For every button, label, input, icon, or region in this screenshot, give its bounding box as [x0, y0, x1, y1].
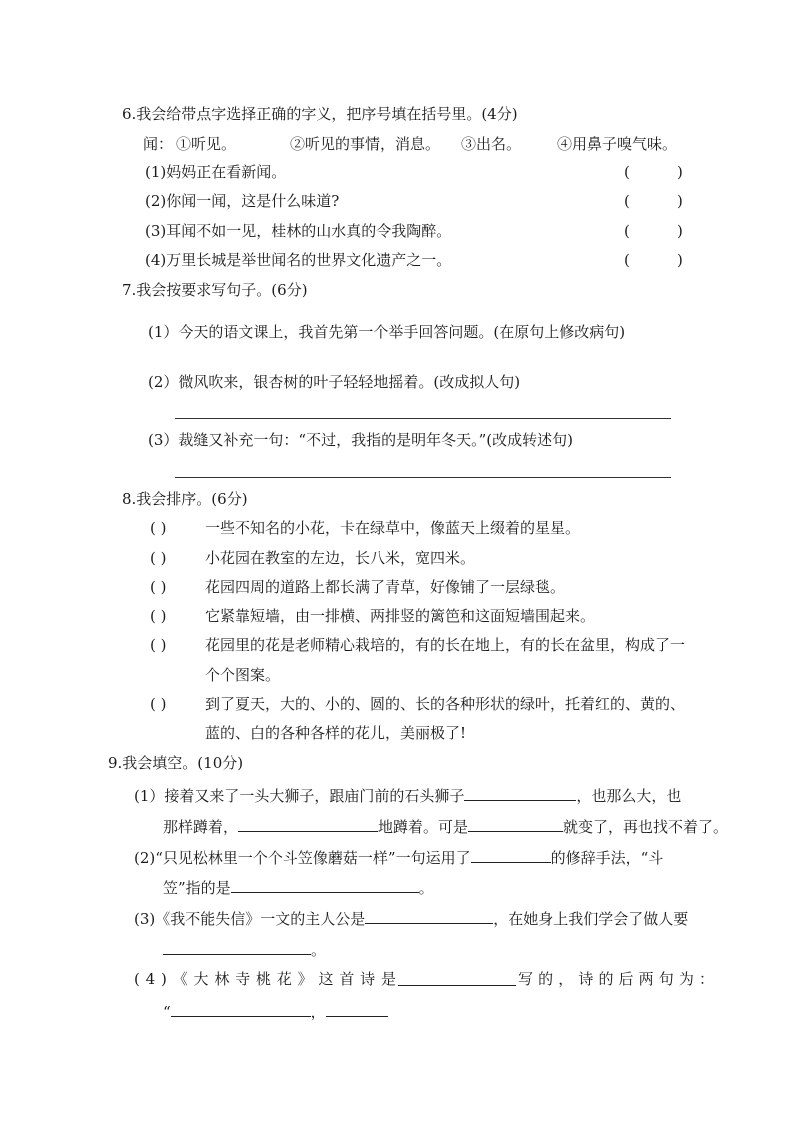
q9-2-text-c: 笠”指的是 — [163, 879, 231, 897]
q8-item-3: 花园四周的道路上都长满了青草，好像铺了一层绿毯。 — [205, 578, 566, 596]
q9-2-text-a: (2)“只见松林里一个个斗笠像蘑菇一样”一句运用了 — [134, 849, 471, 867]
q7-answer-line-2[interactable] — [175, 477, 671, 478]
q9-item-2-line-1 — [134, 846, 663, 868]
q6-answer-2-close: ) — [677, 192, 683, 210]
q6-item-4: (4)万里长城是举世闻名的世界文化遗产之一。 — [145, 251, 452, 269]
q9-4-ch: 的 — [538, 970, 554, 988]
q8-item-4: 它紧靠短墙，由一排横、两排竖的篱笆和这面短墙围起来。 — [205, 607, 596, 625]
q7-answer-line-1[interactable] — [175, 418, 671, 419]
q9-4-ch: 诗 — [578, 970, 594, 988]
q9-4-ch: 花 — [276, 970, 292, 988]
q9-item-1-line-2 — [163, 815, 728, 837]
q9-1-text-a: (1）接着又来了一头大狮子，跟庙门前的石头狮子 — [134, 787, 465, 805]
q9-4-ch: ： — [698, 970, 714, 988]
q9-4-ch: 两 — [638, 970, 654, 988]
q9-4-ch: 后 — [618, 970, 634, 988]
q9-4-open-quote: “ — [163, 1003, 171, 1021]
q9-4-blank-1[interactable] — [398, 985, 516, 986]
q6-answer-1-open: ( — [624, 163, 630, 181]
q6-answer-3-open: ( — [624, 222, 630, 240]
q9-4-ch: 写 — [518, 970, 534, 988]
q8-paren-6: ( ) — [150, 695, 167, 713]
q9-1-text-c: 那样蹲着， — [163, 818, 239, 836]
q9-2-blank-1[interactable] — [471, 846, 551, 863]
q9-4-blank-2[interactable] — [171, 1000, 311, 1017]
q9-4-ch: 林 — [214, 970, 230, 988]
q6-meaning-2: ②听见的事情，消息。 — [290, 135, 441, 153]
q9-3-text-c: 。 — [311, 941, 327, 959]
q6-meaning-1: ①听见。 — [176, 135, 237, 153]
q8-item-6: 到了夏天，大的、小的、圆的、长的各种形状的绿叶，托着红的、黄的、 — [205, 695, 686, 713]
q8-paren-1: ( ) — [150, 519, 167, 537]
q9-3-blank-1[interactable] — [365, 907, 493, 924]
q9-3-blank-2[interactable] — [163, 938, 311, 955]
q9-4-comma: ， — [310, 1003, 326, 1021]
q9-4-ch: 是 — [380, 970, 396, 988]
q9-1-text-d: 地蹲着。可是 — [378, 818, 469, 836]
q8-item-5-cont: 个个图案。 — [205, 666, 281, 684]
q7-item-3: (3）裁缝又补充一句：“不过，我指的是明年冬天。”(改成转述句) — [148, 431, 573, 449]
q9-4-ch: ( — [134, 970, 140, 988]
q9-2-text-d: 。 — [418, 879, 434, 897]
q9-1-text-e: 就变了，再也找不着了。 — [563, 818, 729, 836]
q8-paren-3: ( ) — [150, 578, 167, 596]
q9-title: 9.我会填空。(10分) — [108, 754, 244, 772]
q8-item-1: 一些不知名的小花，卡在绿草中，像蓝天上缀着的星星。 — [205, 519, 581, 537]
q9-4-ch: 的 — [598, 970, 614, 988]
q9-4-ch: 诗 — [360, 970, 376, 988]
q8-paren-4: ( ) — [150, 607, 167, 625]
q9-item-4-line-2 — [163, 1000, 388, 1022]
q9-3-text-a: (3)《我不能失信》一文的主人公是 — [134, 910, 366, 928]
q9-item-3-line-2 — [163, 938, 326, 960]
q6-answer-1-close: ) — [677, 163, 683, 181]
q6-answer-4-close: ) — [677, 251, 683, 269]
q9-1-blank-1[interactable] — [464, 784, 576, 801]
q9-4-ch: 为 — [678, 970, 694, 988]
q7-item-2: (2）微风吹来，银杏树的叶子轻轻地摇着。(改成拟人句) — [148, 373, 521, 391]
q6-meanings-prefix: 闻： — [143, 135, 174, 153]
q9-item-4-line-1a — [134, 969, 396, 989]
q8-paren-2: ( ) — [150, 549, 167, 567]
q8-item-2: 小花园在教室的左边，长八米，宽四米。 — [205, 549, 476, 567]
q6-meaning-4: ④用鼻子嗅气味。 — [557, 135, 678, 153]
q6-item-2: (2)你闻一闻，这是什么味道? — [145, 192, 340, 210]
q8-title: 8.我会排序。(6分) — [122, 490, 248, 508]
q9-4-ch: 首 — [339, 970, 355, 988]
q9-3-text-b: ，在她身上我们学会了做人要 — [493, 910, 689, 928]
q6-title: 6.我会给带点字选择正确的字义，把序号填在括号里。(4分) — [122, 105, 518, 123]
q9-4-ch: 句 — [658, 970, 674, 988]
q9-4-ch: 》 — [297, 970, 313, 988]
q6-item-1: (1)妈妈正在看新闻。 — [145, 163, 287, 181]
q6-meaning-3: ③出名。 — [461, 135, 522, 153]
q9-4-ch: 寺 — [235, 970, 251, 988]
q9-1-blank-2[interactable] — [238, 815, 378, 832]
q9-item-3-line-1 — [134, 907, 688, 929]
q9-1-blank-3[interactable] — [468, 815, 563, 832]
q9-4-blank-3[interactable] — [326, 1000, 388, 1017]
q9-2-blank-2[interactable] — [231, 876, 419, 893]
q9-1-text-b: ，也那么大，也 — [576, 787, 682, 805]
q9-4-ch: ) — [161, 970, 167, 988]
q6-answer-4-open: ( — [624, 251, 630, 269]
q9-item-2-line-2 — [163, 876, 434, 898]
q9-4-ch: 《 — [172, 970, 188, 988]
q9-4-ch: 大 — [193, 970, 209, 988]
q6-answer-2-open: ( — [624, 192, 630, 210]
q7-title: 7.我会按要求写句子。(6分) — [122, 281, 308, 299]
q9-4-ch: ， — [558, 970, 574, 988]
q6-item-3: (3)耳闻不如一见，桂林的山水真的令我陶醉。 — [145, 222, 452, 240]
q7-item-1: (1）今天的语文课上，我首先第一个举手回答问题。(在原句上修改病句) — [148, 323, 626, 341]
q9-4-ch: 4 — [145, 970, 156, 988]
q9-4-ch: 桃 — [256, 970, 272, 988]
q9-2-text-b: 的修辞手法，“斗 — [550, 849, 664, 867]
q8-item-6-cont: 蓝的、白的各种各样的花儿，美丽极了! — [205, 724, 467, 742]
q6-answer-3-close: ) — [677, 222, 683, 240]
q9-4-ch: 这 — [318, 970, 334, 988]
q9-item-1-line-1 — [134, 784, 681, 806]
q8-item-5: 花园里的花是老师精心栽培的，有的长在地上，有的长在盆里，构成了一 — [205, 636, 686, 654]
q8-paren-5: ( ) — [150, 636, 167, 654]
q9-item-4-line-1b — [518, 969, 714, 989]
